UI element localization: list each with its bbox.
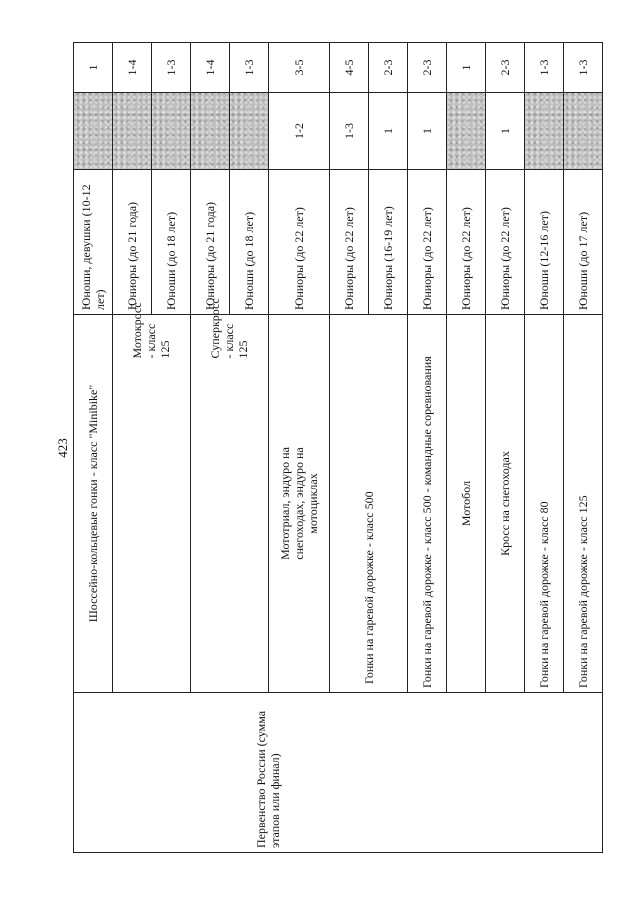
age-cell: Юноши (до 18 лет) [151,170,190,315]
page-number: 423 [55,438,70,458]
team-cell: 1-3 [330,93,369,170]
age-cell: Юноши, девушки (10-12 лет) [74,170,113,315]
discipline-cell: Мототриал, эндуро на снегоходах, эндуро на мотоциклах [268,315,330,693]
age-cell: Юниоры (до 22 лет) [330,170,369,315]
discipline-cell: Гонки на гаревой дорожке - класс 125 [563,315,602,693]
team-cell [151,93,190,170]
place-cell: 1 [74,43,113,93]
place-cell: 4-5 [330,43,369,93]
team-cell [190,93,229,170]
discipline-cell [190,363,268,693]
discipline-cell: Суперкросс - класс 125 [190,315,268,363]
discipline-cell: Кросс на снегоходах [486,315,525,693]
results-table [73,42,603,853]
team-cell: 1 [369,93,408,170]
team-cell: 1-2 [268,93,330,170]
discipline-cell [112,363,190,693]
section-label-cell: Первенство России (сумма этапов или финал) [74,693,603,853]
place-cell: 1 [447,43,486,93]
team-cell [563,93,602,170]
age-cell: Юниоры (16-19 лет) [369,170,408,315]
rotated-table-wrapper [73,43,603,853]
place-cell: 2-3 [486,43,525,93]
place-cell: 2-3 [369,43,408,93]
discipline-cell: Мотокросс - класс 125 [112,315,190,363]
age-cell: Юноши (до 17 лет) [563,170,602,315]
age-cell: Юниоры (до 21 года) [112,170,151,315]
team-cell: 1 [486,93,525,170]
age-cell: Юниоры (до 22 лет) [268,170,330,315]
team-cell [112,93,151,170]
discipline-cell: Гонки на гаревой дорожке - класс 500 [330,315,408,693]
discipline-cell: Мотобол [447,315,486,693]
team-cell: 1 [408,93,447,170]
team-cell [229,93,268,170]
discipline-cell: Гонки на гаревой дорожке - класс 500 - командные соревнования [408,315,447,693]
team-cell [525,93,564,170]
age-cell: Юноши (12-16 лет) [525,170,564,315]
place-cell: 1-3 [151,43,190,93]
discipline-cell: Гонки на гаревой дорожке - класс 80 [525,315,564,693]
place-cell: 1-4 [190,43,229,93]
place-cell: 1-3 [229,43,268,93]
place-cell: 1-3 [525,43,564,93]
place-cell: 3-5 [268,43,330,93]
table-row [74,43,113,853]
age-cell: Юниоры (до 21 года) [190,170,229,315]
place-cell: 2-3 [408,43,447,93]
age-cell: Юниоры (до 22 лет) [447,170,486,315]
team-cell [74,93,113,170]
place-cell: 1-3 [563,43,602,93]
place-cell: 1-4 [112,43,151,93]
team-cell [447,93,486,170]
age-cell: Юноши (до 18 лет) [229,170,268,315]
age-cell: Юниоры (до 22 лет) [486,170,525,315]
discipline-cell: Шоссейно-кольцевые гонки - класс "Minibike" [74,315,113,693]
age-cell: Юниоры (до 22 лет) [408,170,447,315]
